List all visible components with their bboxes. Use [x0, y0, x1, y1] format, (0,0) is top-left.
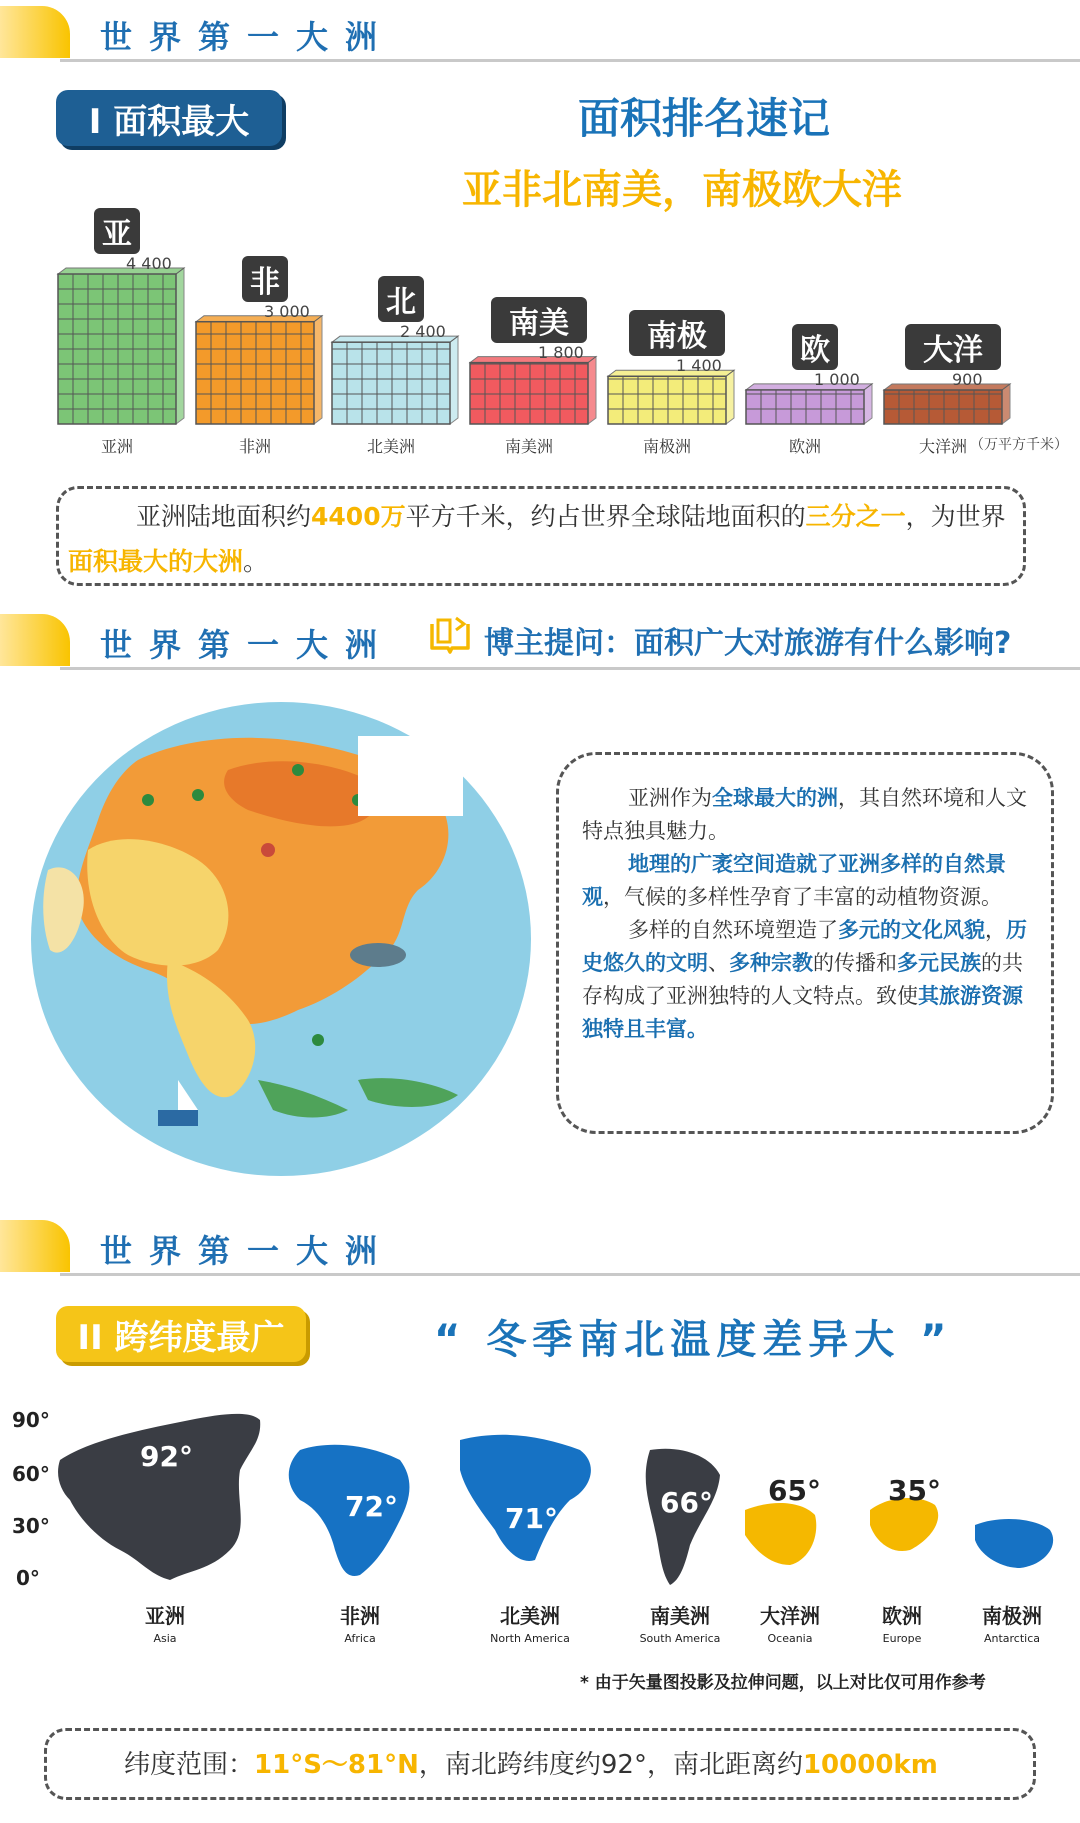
- continent-name-en: Antarctica: [983, 1632, 1041, 1645]
- area-largest-badge: I 面积最大: [56, 90, 282, 146]
- ranking-title: 面积排名速记: [578, 94, 831, 143]
- bar-body: [884, 390, 1002, 424]
- bar-side: [864, 384, 872, 424]
- latitude-span-value: 66°: [660, 1486, 713, 1519]
- tourism-paragraph-1: [582, 782, 1032, 848]
- section-title: 世界第一大洲: [100, 18, 395, 56]
- bar-tag: 大洋: [905, 324, 1001, 370]
- asia-area-summary: [68, 494, 1014, 584]
- highlight: 地理的广袤空间造就了亚洲多样的自然景观: [582, 852, 1006, 909]
- continent-name-en: North America: [490, 1632, 570, 1645]
- section-header-3: [0, 1214, 1080, 1280]
- latitude-range-text: [124, 1744, 938, 1781]
- distance-value: 10000km: [802, 1750, 938, 1780]
- bar-tag: 北: [378, 276, 424, 322]
- header-divider: [60, 1273, 1080, 1276]
- book-icon: [428, 614, 472, 654]
- tourism-paragraph-3: [582, 914, 1032, 1046]
- bar-tag: 南美: [491, 297, 587, 343]
- bar-非洲: [196, 316, 322, 424]
- latitude-span-value: 72°: [345, 1490, 398, 1523]
- lat-tick-60: 60°: [12, 1462, 50, 1486]
- latitude-span-value: 35°: [888, 1474, 941, 1507]
- lat-tick-90: 90°: [12, 1408, 50, 1432]
- latitude-span-value: 71°: [505, 1502, 558, 1535]
- continent-name-cn: 欧洲: [882, 1604, 922, 1628]
- map-inset-blank: [383, 736, 463, 816]
- continent-name-en: Africa: [344, 1632, 376, 1645]
- bar-亚洲: [58, 268, 184, 424]
- bar-value-label: 900: [952, 370, 983, 389]
- lat-tick-30: 30°: [12, 1514, 50, 1538]
- continent-name-en: Europe: [882, 1632, 922, 1645]
- lat-tick-0: 0°: [16, 1566, 40, 1590]
- text: ，南北跨纬度约92°，南北距离约: [418, 1750, 803, 1780]
- summary-fraction: 三分之一: [805, 502, 906, 531]
- bar-body: [470, 363, 588, 424]
- text: 多样的自然环境塑造了: [628, 918, 838, 942]
- antarctica-silhouette: [975, 1519, 1053, 1568]
- continent-name-cn: 北美洲: [500, 1604, 560, 1628]
- north-america-silhouette: [460, 1435, 591, 1561]
- text: ，其自然环境和人文特点独具魅力。: [582, 786, 1027, 843]
- bar-tag: 非: [242, 256, 288, 302]
- bar-side: [588, 357, 596, 424]
- continent-name-cn: 南极洲: [982, 1604, 1042, 1628]
- highlight: 多种宗教: [729, 951, 813, 975]
- latitude-span-value: 92°: [140, 1440, 193, 1473]
- header-divider: [60, 667, 1080, 670]
- oceania-silhouette: [745, 1503, 816, 1565]
- asia-tourism-text: [582, 782, 1032, 1046]
- summary-area-value: 4400万: [311, 502, 406, 531]
- bar-side: [1002, 384, 1010, 424]
- header-divider: [60, 59, 1080, 62]
- bar-大洋洲: [884, 384, 1010, 424]
- text: 的传播和: [813, 951, 897, 975]
- bar-tag: 南极: [629, 310, 725, 356]
- blogger-question: 博主提问：面积广大对旅游有什么影响?: [484, 626, 1012, 661]
- unit-note: （万平方千米）: [970, 437, 1068, 453]
- bar-side: [314, 316, 322, 424]
- section-title: 世界第一大洲: [100, 1232, 395, 1270]
- text: 、: [708, 951, 729, 975]
- asia-silhouette: [58, 1414, 260, 1580]
- bar-南美洲: [470, 357, 596, 424]
- bar-value-label: 1 000: [814, 369, 860, 389]
- bar-value-label: 3 000: [264, 301, 310, 321]
- bar-tag: 亚: [94, 208, 140, 254]
- bar-category-label: 亚洲: [100, 437, 133, 456]
- bar-body: [746, 390, 864, 424]
- summary-text: 平方千米，约占世界全球陆地面积的: [405, 502, 806, 531]
- bar-tag: 欧: [792, 324, 838, 370]
- bar-side: [176, 268, 184, 424]
- highlight: 其旅游资源独特且丰富。: [582, 984, 1023, 1041]
- section-title: 世界第一大洲: [100, 626, 395, 664]
- continent-name-cn: 亚洲: [145, 1604, 185, 1628]
- bar-category-label: 大洋洲: [918, 437, 967, 456]
- summary-highlight: 面积最大的大洲: [68, 547, 244, 576]
- bar-side: [726, 370, 734, 424]
- continent-name-en: Oceania: [767, 1632, 813, 1645]
- bar-北美洲: [332, 336, 458, 424]
- latitude-span-badge: II 跨纬度最广: [56, 1306, 306, 1362]
- winter-temp-title: “ 冬季南北温度差异大 ”: [434, 1317, 953, 1363]
- continent-name-en: Asia: [153, 1632, 177, 1645]
- bar-欧洲: [746, 384, 872, 424]
- continent-name-cn: 非洲: [340, 1604, 380, 1628]
- projection-note: * 由于矢量图投影及拉伸问题，以上对比仅可用作参考: [580, 1673, 986, 1693]
- header-tab-decoration: [0, 614, 70, 666]
- continent-name-en: South America: [639, 1632, 721, 1645]
- latitude-range-value: 11°S～81°N: [254, 1750, 419, 1780]
- highlight: 多元民族: [897, 951, 981, 975]
- ranking-mnemonic: 亚非北南美，南极欧大洋: [462, 167, 902, 213]
- bar-category-label: 南美洲: [504, 437, 553, 456]
- tourism-paragraph-2: [582, 848, 1032, 914]
- summary-text: 亚洲陆地面积约: [136, 502, 312, 531]
- bar-side: [450, 336, 458, 424]
- text: ，: [985, 918, 1006, 942]
- bar-value-label: 4 400: [126, 254, 172, 273]
- header-tab-decoration: [0, 6, 70, 58]
- continent-name-cn: 南美洲: [650, 1604, 710, 1628]
- text: 纬度范围：: [124, 1750, 255, 1780]
- text: ，气候的多样性孕育了丰富的动植物资源。: [603, 885, 1002, 909]
- highlight: 历史悠久的文明: [582, 918, 1027, 975]
- latitude-span-value: 28°: [994, 1476, 1047, 1509]
- text: 的共存构成了亚洲独特的人文特点。致使: [582, 951, 1023, 1008]
- summary-text: 。: [243, 547, 269, 576]
- highlight: 多元的文化风貌: [838, 918, 985, 942]
- highlight: 全球最大的洲: [712, 786, 838, 810]
- bar-body: [332, 342, 450, 424]
- section-header-1: [0, 0, 1080, 66]
- latitude-span-value: 65°: [768, 1474, 821, 1507]
- bar-value-label: 1 400: [676, 356, 722, 376]
- bar-category-label: 北美洲: [366, 437, 415, 456]
- bar-value-label: 2 400: [400, 322, 446, 342]
- bar-body: [608, 376, 726, 424]
- bar-top: [884, 384, 1010, 390]
- summary-text: ，为世界: [905, 502, 1006, 531]
- bar-南极洲: [608, 370, 734, 424]
- bar-value-label: 1 800: [538, 342, 584, 362]
- header-tab-decoration: [0, 1220, 70, 1272]
- bar-category-label: 南极洲: [642, 437, 691, 456]
- bar-category-label: 非洲: [238, 437, 271, 456]
- text: 亚洲作为: [628, 786, 712, 810]
- bar-category-label: 欧洲: [788, 437, 821, 456]
- continent-name-cn: 大洋洲: [760, 1604, 820, 1628]
